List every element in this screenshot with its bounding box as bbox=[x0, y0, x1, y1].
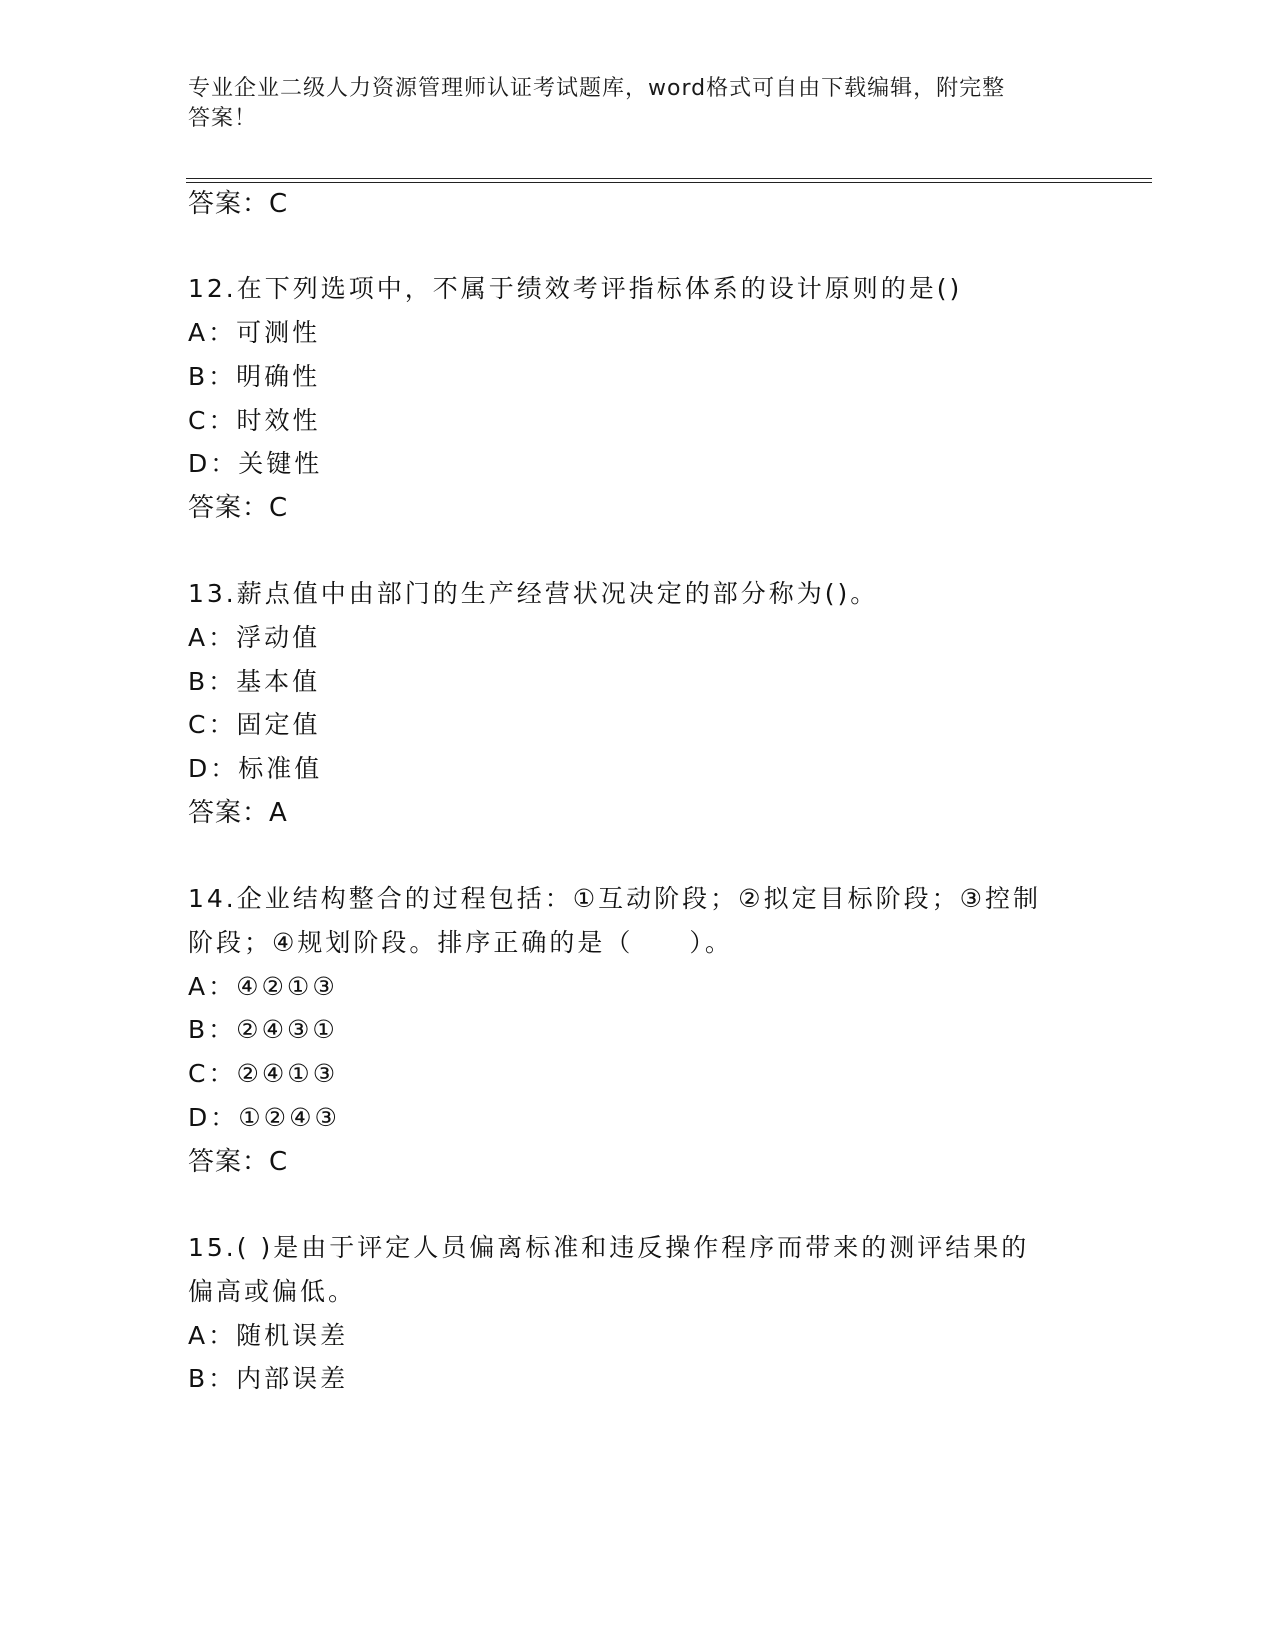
question-13-option-c: C：固定值 bbox=[188, 710, 321, 739]
question-15-option-a: A：随机误差 bbox=[188, 1321, 349, 1350]
question-13-answer: 答案：A bbox=[188, 798, 288, 828]
document-header bbox=[188, 74, 1088, 134]
question-12-option-a: A：可测性 bbox=[188, 318, 321, 347]
question-12-answer: 答案：C bbox=[188, 493, 289, 523]
question-15-option-b: B：内部误差 bbox=[188, 1364, 349, 1393]
question-14-option-d: D：①②④③ bbox=[188, 1103, 340, 1132]
question-13-option-d: D：标准值 bbox=[188, 754, 323, 783]
question-14-option-a: A：④②①③ bbox=[188, 972, 338, 1001]
question-14-option-b: B：②④③① bbox=[188, 1015, 338, 1044]
question-12-option-c: C：时效性 bbox=[188, 406, 321, 435]
question-12-option-d: D：关键性 bbox=[188, 449, 323, 478]
question-14-stem-line-2: 阶段；④规划阶段。排序正确的是（ ）。 bbox=[188, 928, 733, 957]
header-line-2: 答案！ bbox=[188, 106, 258, 131]
question-13-option-a: A：浮动值 bbox=[188, 623, 321, 652]
prev-answer: 答案：C bbox=[188, 189, 289, 219]
question-12-stem: 12.在下列选项中，不属于绩效考评指标体系的设计原则的是() bbox=[188, 274, 963, 303]
question-13-option-b: B：基本值 bbox=[188, 667, 321, 696]
question-14-stem-line-1: 14.企业结构整合的过程包括：①互动阶段；②拟定目标阶段；③控制 bbox=[188, 884, 1041, 913]
question-12-option-b: B：明确性 bbox=[188, 362, 321, 391]
question-14-option-c: C：②④①③ bbox=[188, 1059, 339, 1088]
question-14-answer: 答案：C bbox=[188, 1147, 289, 1177]
question-13-stem: 13.薪点值中由部门的生产经营状况决定的部分称为()。 bbox=[188, 579, 879, 608]
question-15-stem-line-1: 15.( )是由于评定人员偏离标准和违反操作程序而带来的测评结果的 bbox=[188, 1233, 1030, 1262]
question-15-stem-line-2: 偏高或偏低。 bbox=[188, 1277, 357, 1306]
header-divider bbox=[186, 178, 1152, 183]
header-line-1: 专业企业二级人力资源管理师认证考试题库，word格式可自由下载编辑，附完整 bbox=[188, 76, 1006, 101]
